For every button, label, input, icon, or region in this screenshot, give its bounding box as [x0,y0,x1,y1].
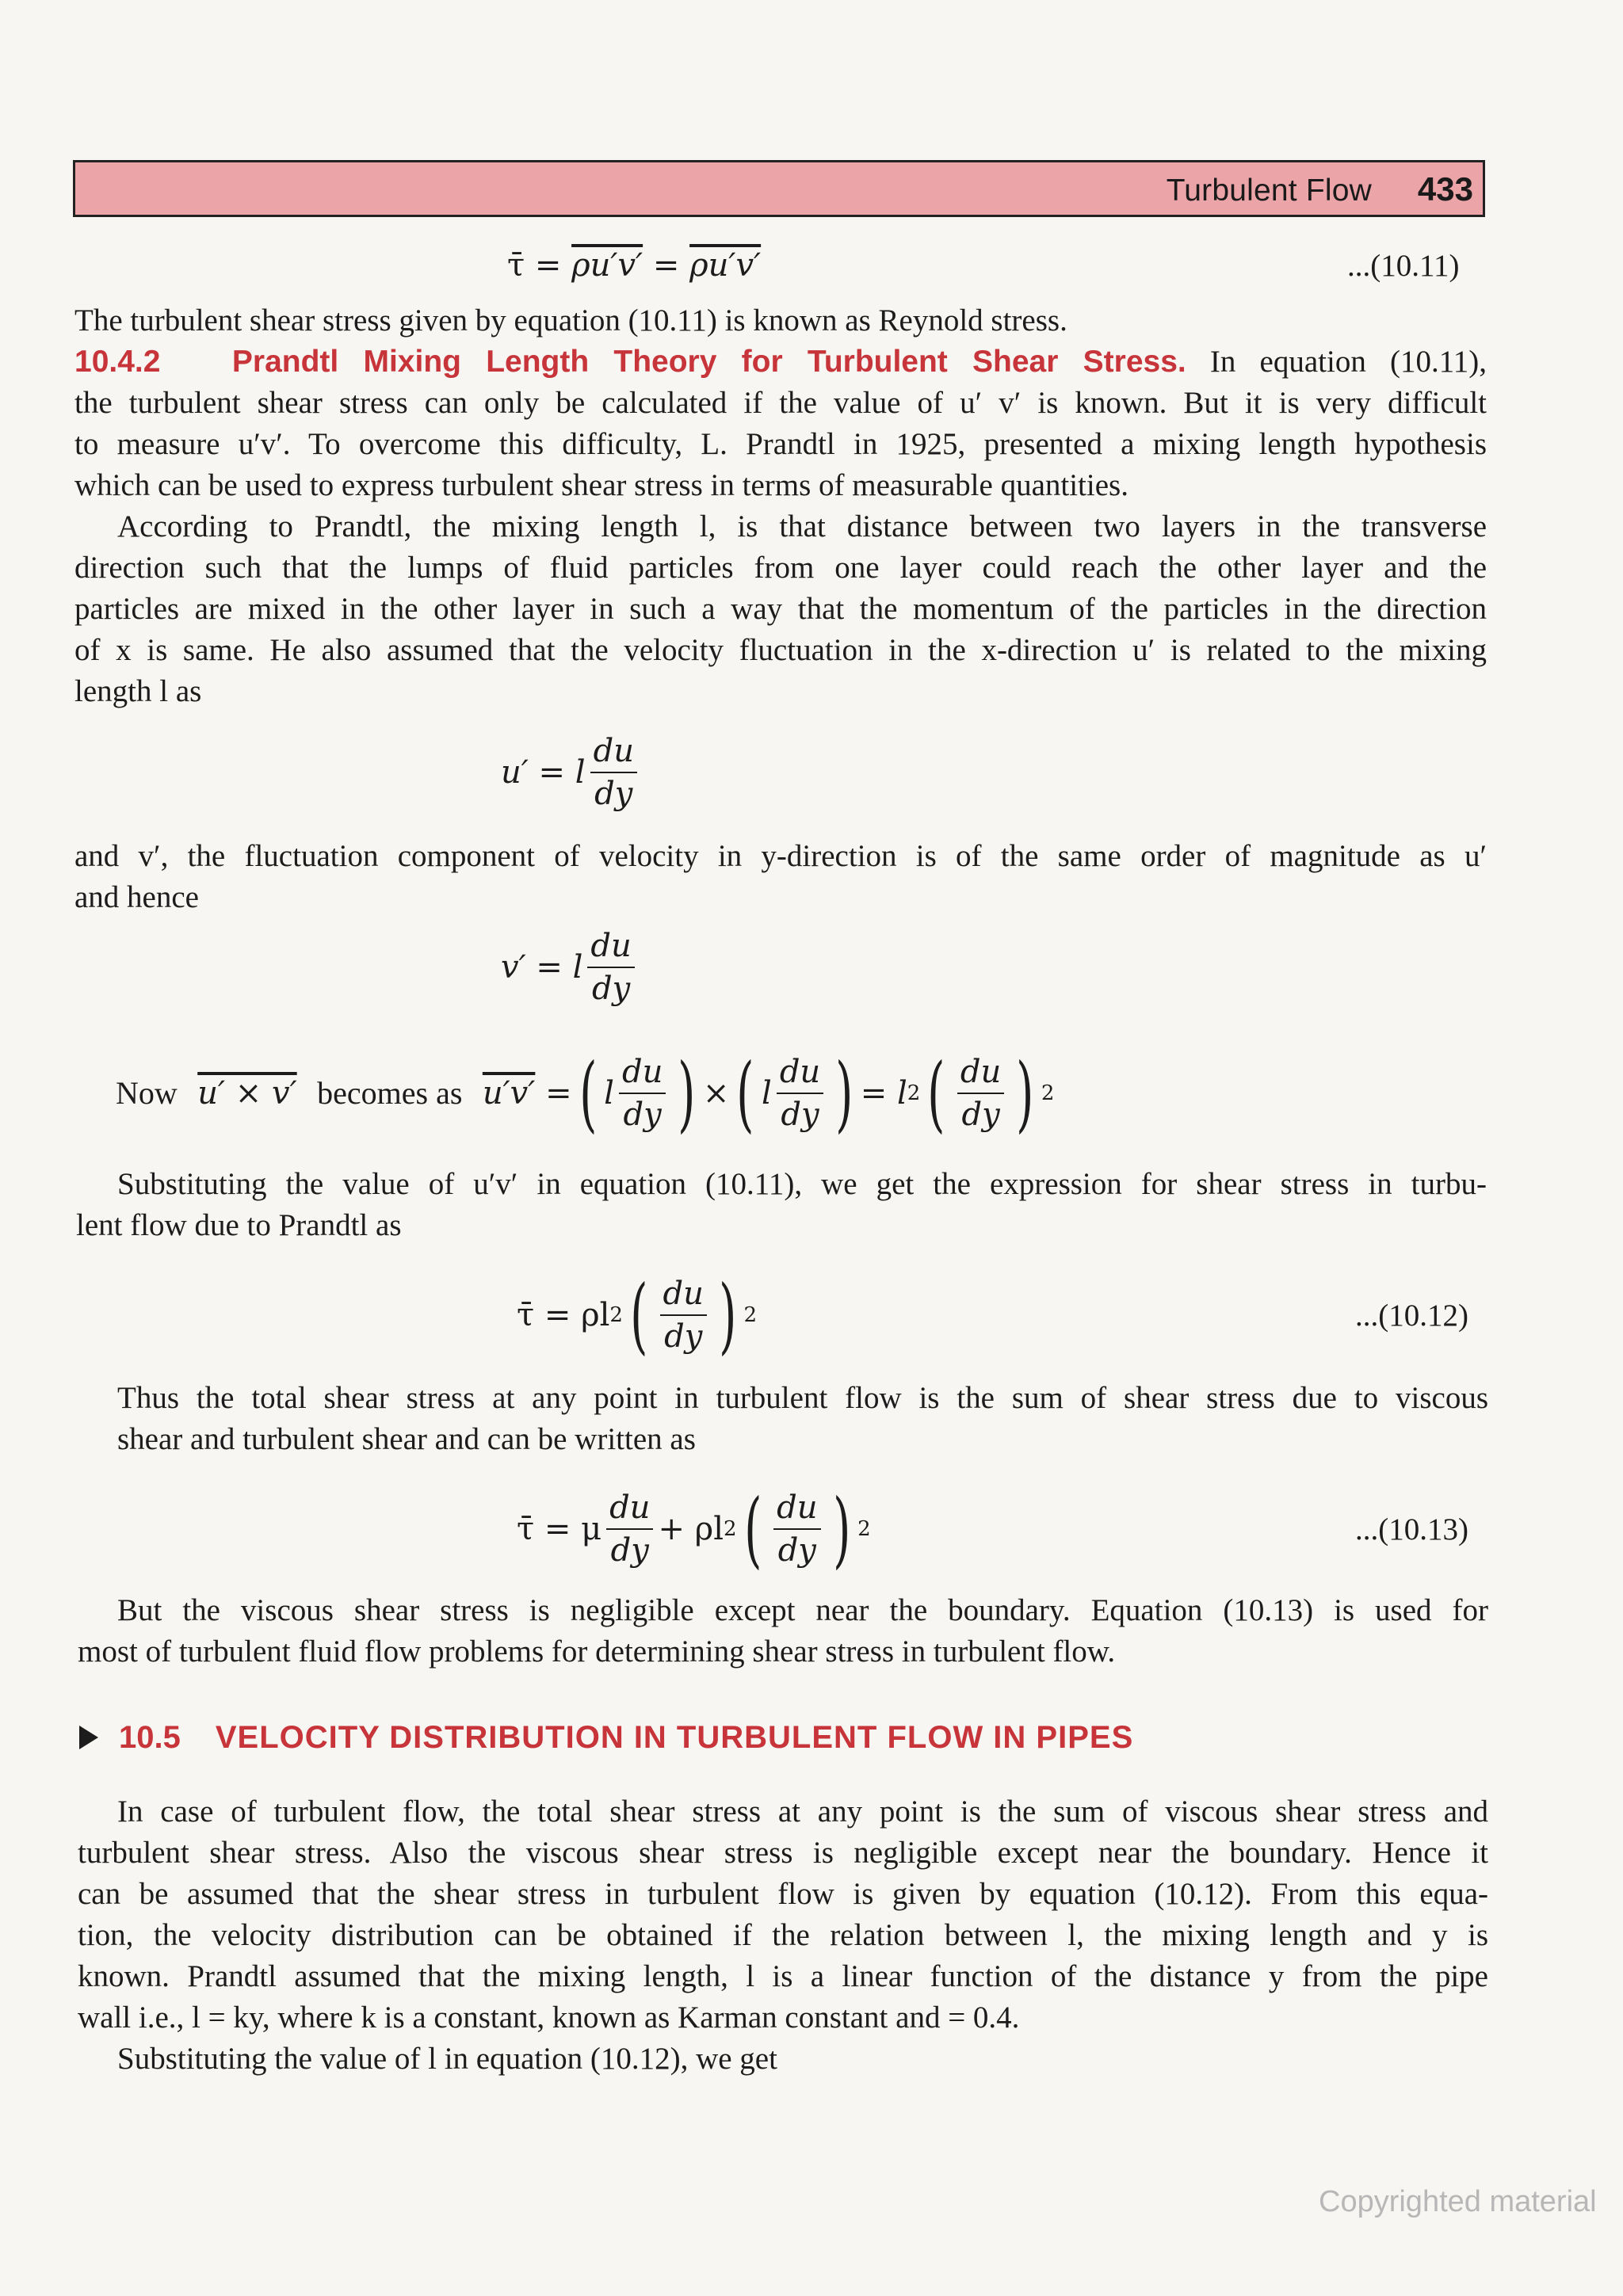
paragraph-line: turbulent shear stress. Also the viscous shear stress is negligible except near the boundary. Hence it [78,1836,1488,1870]
triangle-bullet-icon [79,1726,98,1749]
paragraph-line: of x is same. He also assumed that the velocity fluctuation in the x-direction u′ is related to the mixing [74,633,1487,667]
exponent: 2 [907,1081,921,1105]
left-paren: ( [743,1481,762,1577]
eq-lhs: τ̄ = μ [517,1511,602,1547]
fraction [590,730,637,814]
equation-v-prime [501,925,640,1009]
eq-symbol: l [762,1075,772,1112]
paragraph-line: most of turbulent fluid flow problems for determining shear stress in turbulent flow. [78,1634,1116,1669]
exponent: 2 [743,1303,758,1327]
eq-operator: × [702,1075,730,1112]
equation-10-13 [517,1482,871,1577]
numerator: du [606,1487,653,1530]
numerator: du [619,1051,666,1094]
denominator: dy [592,971,631,1007]
equation-number: ...(10.12) [1355,1299,1468,1333]
left-paren: ( [579,1045,598,1142]
denominator: dy [664,1318,703,1355]
denominator: dy [623,1097,662,1133]
exponent: 2 [609,1303,623,1327]
eq-term: u′ × v′ [197,1075,297,1112]
paragraph-line: shear and turbulent shear and can be written as [117,1422,696,1456]
paragraph-line: length l as [74,674,202,708]
exponent: 2 [857,1517,871,1541]
section-heading [79,1716,1133,1759]
left-paren: ( [630,1267,648,1363]
equation-product [116,1046,1054,1141]
paragraph-line: lent flow due to Prandtl as [76,1208,402,1242]
right-paren: ) [678,1045,696,1142]
exponent: 2 [1041,1081,1055,1105]
fraction [660,1273,707,1357]
paragraph-line: In case of turbulent flow, the total shear stress at any point is the sum of viscous shear stress and [117,1794,1488,1829]
paragraph-line: known. Prandtl assumed that the mixing length, l is a linear function of the distance y from the pipe [78,1959,1488,1993]
equation-10-12 [517,1268,757,1363]
eq-operator: = [643,247,690,284]
paragraph-line: But the viscous shear stress is negligible except near the boundary. Equation (10.13) is used for [117,1593,1488,1627]
fraction [773,1487,820,1571]
paragraph-line: wall i.e., l = ky, where k is a constant, known as Karman constant and = 0.4. [78,2000,1020,2035]
eq-term: u′v′ [482,1075,536,1112]
page-number: 433 [1417,170,1473,208]
subsection-title: Prandtl Mixing Length Theory for Turbulent Shear Stress. [231,345,1186,379]
fraction [957,1051,1004,1135]
fraction [587,925,634,1009]
paragraph-line: Substituting the value of l in equation (10.12), we get [117,2042,777,2076]
paragraph-line: According to Prandtl, the mixing length l, is that distance between two layers in the transverse [117,509,1487,543]
numerator: du [777,1051,823,1094]
paragraph-line: tion, the velocity distribution can be obtained if the relation between l, the mixing length and y is [78,1918,1488,1952]
numerator: du [957,1051,1004,1094]
eq-term: ρu′v′ [689,247,762,284]
eq-lhs: τ̄ = [507,247,562,284]
subsection-number: 10.4.2 [74,345,161,379]
equation-number: ...(10.11) [1347,249,1460,283]
eq-operator: = [860,1075,888,1112]
numerator: du [773,1487,820,1530]
chapter-title: Turbulent Flow [1166,174,1372,208]
paragraph-line: the turbulent shear stress can only be calculated if the value of u′ v′ is known. But it is very difficult [74,386,1487,420]
eq-lhs: u′ = l [501,754,586,791]
left-paren: ( [927,1045,945,1142]
exponent: 2 [724,1517,737,1541]
paragraph-line: direction such that the lumps of fluid particles from one layer could reach the other layer and the [74,551,1487,585]
paragraph-line: which can be used to express turbulent shear stress in terms of measurable quantities. [74,468,1128,502]
paragraph-line: and v′, the fluctuation component of velocity in y-direction is of the same order of magnitude as u′ [74,839,1487,873]
right-paren: ) [832,1481,850,1577]
fraction [777,1051,823,1135]
eq-text: becomes as [317,1075,463,1111]
eq-lhs: v′ = l [501,949,583,986]
eq-symbol: l [897,1075,907,1112]
denominator: dy [961,1097,1000,1133]
equation-number: ...(10.13) [1355,1512,1468,1547]
numerator: du [590,730,637,773]
numerator: du [660,1273,707,1316]
denominator: dy [781,1097,819,1133]
paragraph-line: The turbulent shear stress given by equation (10.11) is known as Reynold stress. [74,303,1067,338]
fraction [606,1487,653,1571]
paragraph-line: Thus the total shear stress at any point in turbulent flow is the sum of shear stress due to viscous [117,1381,1488,1415]
section-title: VELOCITY DISTRIBUTION IN TURBULENT FLOW IN PIPES [215,1719,1134,1755]
denominator: dy [610,1532,649,1569]
copyright-watermark: Copyrighted material [1319,2185,1597,2218]
paragraph-line: particles are mixed in the other layer in such a way that the momentum of the particles in the direction [74,592,1487,626]
equation-u-prime [501,730,642,814]
eq-operator: = [545,1075,572,1112]
right-paren: ) [835,1045,854,1142]
left-paren: ( [736,1045,754,1142]
equation-10-11 [507,246,761,285]
eq-lhs: τ̄ = ρl [517,1297,610,1333]
eq-symbol: l [604,1075,614,1112]
paragraph-line: In equation (10.11), [1209,345,1487,379]
paragraph-line: to measure u′v′. To overcome this difficulty, L. Prandtl in 1925, presented a mixing length hypothesis [74,427,1487,461]
paragraph-line: can be assumed that the shear stress in turbulent flow is given by equation (10.12). From this equa- [78,1877,1488,1911]
eq-text: Now [116,1075,178,1111]
denominator: dy [594,776,633,812]
paragraph-line: Substituting the value of u′v′ in equation (10.11), we get the expression for shear stress in turbu- [117,1167,1487,1201]
paragraph-line: and hence [74,880,199,914]
section-number: 10.5 [119,1719,181,1755]
eq-term: ρu′v′ [571,247,643,284]
right-paren: ) [1016,1045,1034,1142]
right-paren: ) [719,1267,737,1363]
denominator: dy [777,1532,816,1569]
fraction [619,1051,666,1135]
subsection-heading-line [74,342,1487,382]
eq-term: + ρl [658,1511,724,1547]
numerator: du [587,925,634,968]
running-header [73,160,1485,217]
